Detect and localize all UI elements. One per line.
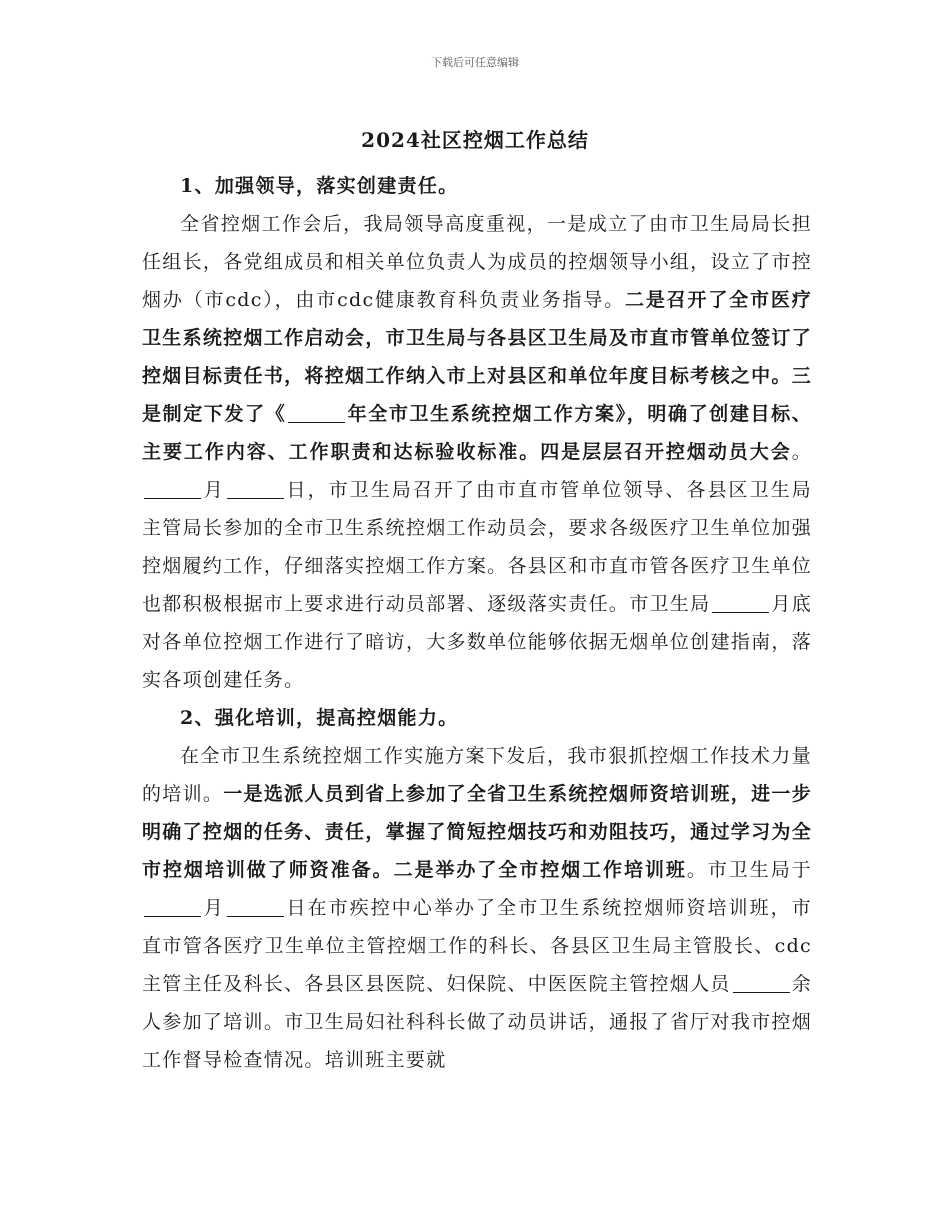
document-body <box>142 167 812 1079</box>
blank-underline <box>227 479 284 499</box>
text-run: 全省控烟工作会后，我局领导高度重视，一是成立了由市卫生局局长担任组长，各党组成员和相关单位负责人为成员的控烟领导小组，设立了市控烟办（市cdc），由市cdc健康教育科负责业务指导。 <box>142 213 812 311</box>
bold-text-run: 年全市卫生系统控烟工作方案》，明确了创建目标、主要工作内容、工作职责和达标验收标准。四是层层召开控烟动员大会 <box>142 403 813 463</box>
text-run: 在全市卫生系统控烟工作实施方案下发后，我市狠抓控烟工作技术力量的培训。 <box>142 745 812 805</box>
text-run: 月 <box>203 479 225 501</box>
text-run: 月 <box>203 897 225 919</box>
bold-text-run: 二是召开了全市医疗卫生系统控烟工作启动会，市卫生局与各县区卫生局及市直市管单位签订了控烟目标责任书，将控烟工作纳入市上对县区和单位年度目标考核之中。三是制定下发了《 <box>142 289 812 425</box>
blank-underline <box>144 897 201 917</box>
blank-underline <box>288 403 345 423</box>
text-run: 余人参加了培训。市卫生局妇社科科长做了动员讲话，通报了省厅对我市控烟工作督导检查情况。培训班主要就 <box>142 973 813 1071</box>
section-heading-2: 2、强化培训，提高控烟能力。 <box>180 707 459 729</box>
bold-text-run: 一是选派人员到省上参加了全省卫生系统控烟师资培训班，进一步明确了控烟的任务、责任，掌握了简短控烟技巧和劝阻技巧，通过学习为全市控烟培训做了师资准备。二是举办了全市控烟工作培训班 <box>142 783 813 881</box>
header-note: 下载后可任意编辑 <box>431 56 519 69</box>
section-paragraph-2 <box>142 737 812 1079</box>
blank-underline <box>733 973 790 993</box>
section-paragraph-1 <box>142 205 812 699</box>
blank-underline <box>144 479 201 499</box>
document-title: 2024社区控烟工作总结 <box>361 128 589 152</box>
blank-underline <box>227 897 284 917</box>
text-run: 日，市卫生局召开了由市直市管单位领导、各县区卫生局主管局长参加的全市卫生系统控烟工作动员会，要求各级医疗卫生单位加强控烟履约工作，仔细落实控烟工作方案。各县区和市直市管各医疗卫生单位也都积极根据市上要求进行动员部署、逐级落实责任。市卫生局 <box>142 479 812 615</box>
section-heading-1: 1、加强领导，落实创建责任。 <box>180 175 459 197</box>
blank-underline <box>712 593 769 613</box>
text-run: 日在市疾控中心举办了全市卫生系统控烟师资培训班，市直市管各医疗卫生单位主管控烟工作的科长、各县区卫生局主管股长、cdc主管主任及科长、各县区县医院、妇保院、中医医院主管控烟人员 <box>142 897 812 995</box>
text-run: 。 <box>791 441 812 463</box>
text-run: 。市卫生局于 <box>686 859 812 881</box>
text-run: 月底对各单位控烟工作进行了暗访，大多数单位能够依据无烟单位创建指南，落实各项创建任务。 <box>142 593 813 691</box>
